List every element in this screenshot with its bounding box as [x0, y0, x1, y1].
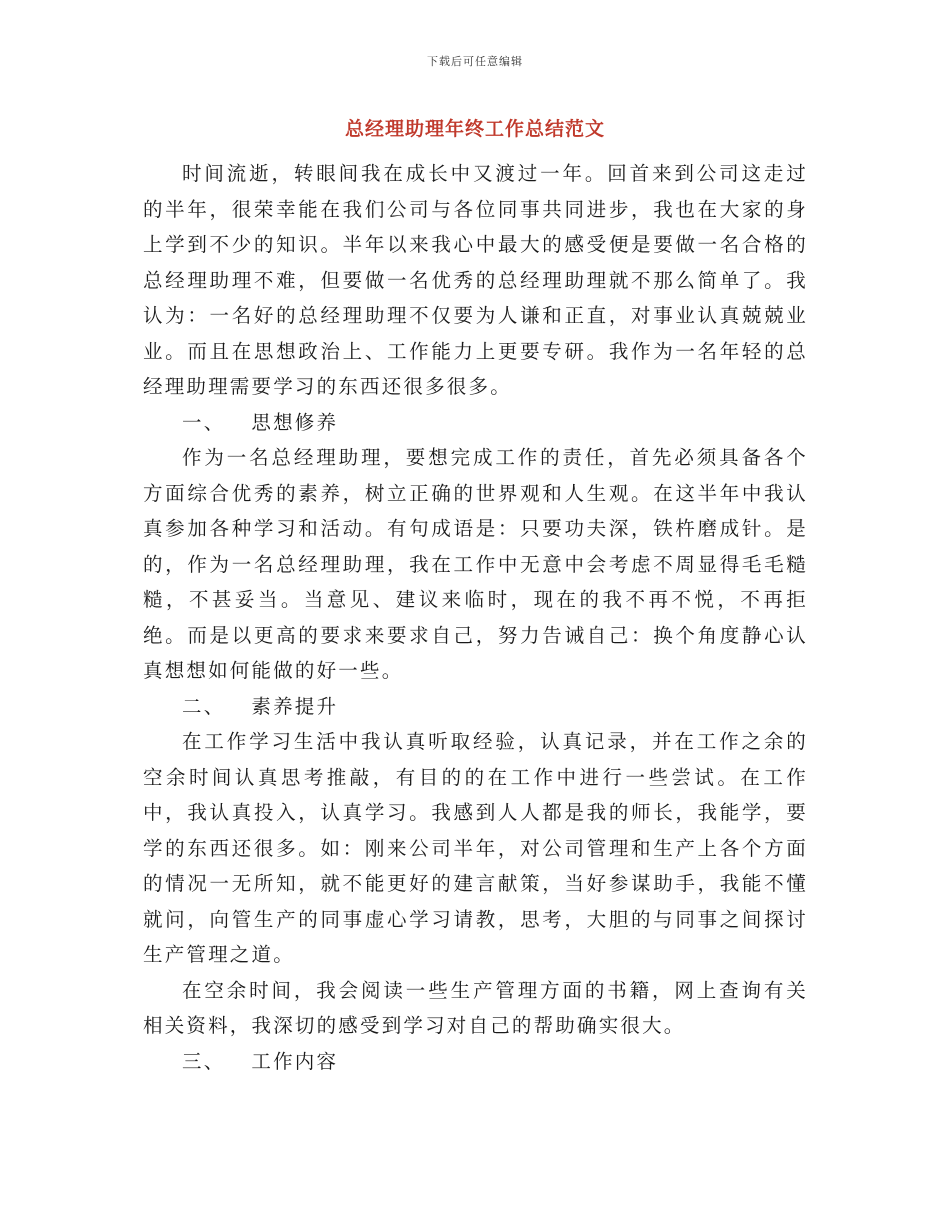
document-title: 总经理助理年终工作总结范文 [344, 118, 605, 140]
section-heading-2 [143, 689, 808, 725]
section-title: 思想修养 [251, 410, 339, 434]
section-heading-1 [143, 405, 808, 441]
document-body [143, 156, 808, 1079]
section-1-paragraph-1: 作为一名总经理助理，要想完成工作的责任，首先必须具备各个方面综合优秀的素养，树立正确的世界观和人生观。在这半年中我认真参加各种学习和活动。有句成语是：只要功夫深，铁杵磨成针。是的，作为一名总经理助理，我在工作中无意中会考虑不周显得毛毛糙糙，不甚妥当。当意见、建议来临时，现在的我不再不悦，不再拒绝。而是以更高的要求来要求自己，努力告诫自己：换个角度静心认真想想如何能做的好一些。 [143, 446, 808, 682]
section-number: 一、 [182, 410, 226, 434]
page-header-note: 下载后可任意编辑 [427, 55, 523, 68]
section-number: 三、 [182, 1049, 226, 1073]
section-title: 工作内容 [251, 1049, 339, 1073]
intro-paragraph: 时间流逝，转眼间我在成长中又渡过一年。回首来到公司这走过的半年，很荣幸能在我们公司与各位同事共同进步，我也在大家的身上学到不少的知识。半年以来我心中最大的感受便是要做一名合格的总经理助理不难，但要做一名优秀的总经理助理就不那么简单了。我认为：一名好的总经理助理不仅要为人谦和正直，对事业认真兢兢业业。而且在思想政治上、工作能力上更要专研。我作为一名年轻的总经理助理需要学习的东西还很多很多。 [143, 162, 808, 398]
section-title: 素养提升 [251, 694, 339, 718]
section-heading-3 [143, 1044, 808, 1080]
section-number: 二、 [182, 694, 226, 718]
section-2-paragraph-1: 在工作学习生活中我认真听取经验，认真记录，并在工作之余的空余时间认真思考推敲，有目的的在工作中进行一些尝试。在工作中，我认真投入，认真学习。我感到人人都是我的师长，我能学，要学的东西还很多。如：刚来公司半年，对公司管理和生产上各个方面的情况一无所知，就不能更好的建言献策，当好参谋助手，我能不懂就问，向管生产的同事虚心学习请教，思考，大胆的与同事之间探讨生产管理之道。 [143, 730, 808, 966]
section-2-paragraph-2: 在空余时间，我会阅读一些生产管理方面的书籍，网上查询有关相关资料，我深切的感受到学习对自己的帮助确实很大。 [143, 978, 808, 1037]
